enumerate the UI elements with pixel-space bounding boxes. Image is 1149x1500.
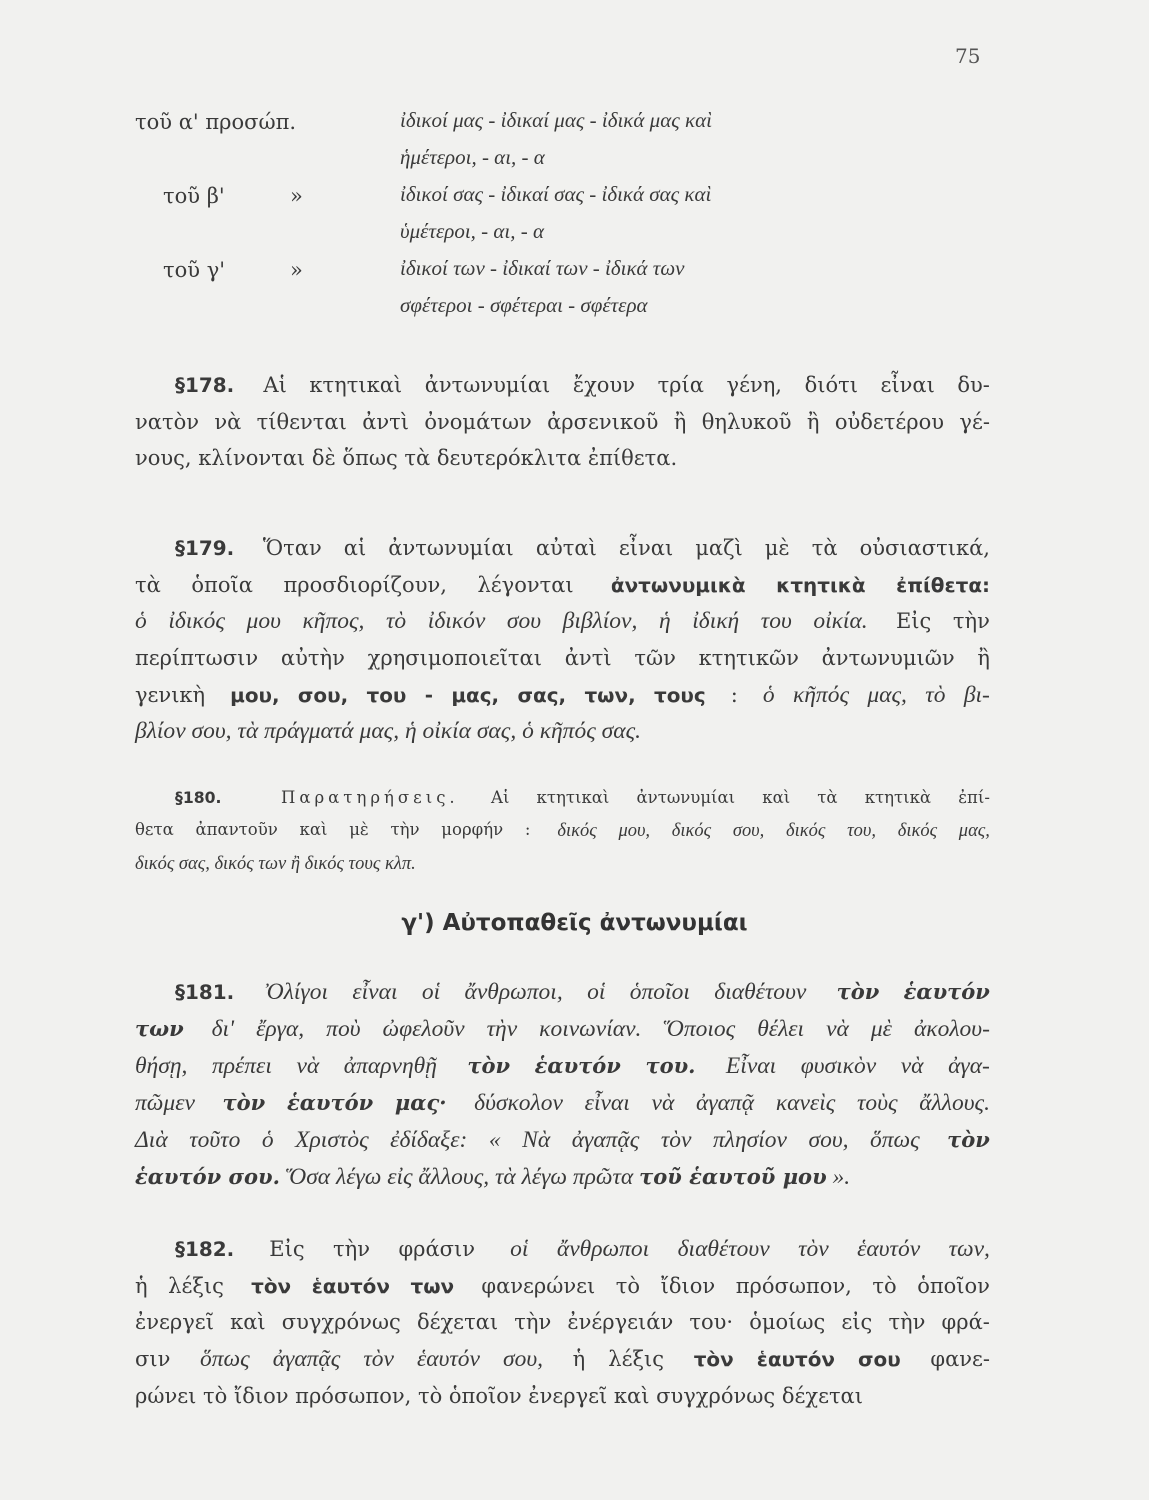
italic-text: ἰδικόν: [427, 608, 486, 634]
italic-text: πῶμεν: [135, 1090, 201, 1116]
text: τὸ: [615, 1274, 641, 1298]
text: τὰ: [135, 573, 161, 597]
text: Εἰς: [262, 1237, 305, 1261]
text: ἀρσενικοῦ: [547, 410, 659, 434]
italic-text: οἱ: [421, 979, 441, 1005]
bold-text: σου,: [297, 683, 349, 707]
text: νους, κλίνονται δὲ ὅπως τὰ δευτερόκλιτα ἐπίθετα.: [135, 446, 678, 470]
bold-text: τοῦ ἑαυτοῦ μου: [639, 1164, 827, 1189]
italic-text: ἀγαπᾷς: [272, 1346, 341, 1372]
italic-text: ἰδική: [692, 608, 740, 634]
text: τρία: [657, 373, 704, 397]
text-line: [135, 603, 990, 639]
bold-text: τὸν: [467, 1053, 511, 1078]
text: διότι: [804, 373, 858, 397]
italic-text: οἱ: [587, 979, 606, 1005]
text-line: [175, 974, 990, 1010]
text: τὸ: [872, 1274, 897, 1298]
text: μορφήν: [441, 820, 504, 839]
italic-text: νὰ: [651, 1090, 675, 1116]
text: ἀντὶ: [362, 410, 410, 434]
table-forms: ἡμέτεροι, - αι, - α: [400, 145, 545, 169]
italic-text: σου,: [732, 820, 765, 840]
italic-text: μου: [246, 608, 281, 634]
text-line: [135, 640, 990, 676]
text: οὐσιαστικά,: [859, 536, 990, 560]
bold-text: μας·: [394, 1090, 447, 1115]
text: φανερώνει: [474, 1274, 596, 1298]
section-heading: γ') Αὐτοπαθεῖς ἀντωνυμίαι: [401, 910, 748, 936]
bold-text: ἀντωνυμικὰ: [610, 573, 746, 597]
italic-text: δικός σας, δικός των ἢ δικός τους κλπ.: [135, 853, 416, 873]
italic-text: τὸ: [386, 608, 407, 634]
italic-text: θήσῃ,: [135, 1053, 188, 1079]
text: κτητικαὶ: [536, 788, 610, 807]
bold-text: τὸν: [836, 979, 880, 1004]
text: τὰ: [811, 536, 838, 560]
italic-text: νὰ: [900, 1053, 924, 1079]
text-line: [175, 1231, 990, 1267]
text-line: [135, 567, 990, 603]
bold-text: §181.: [175, 980, 235, 1004]
text: μὲ: [764, 536, 790, 560]
bold-text: μου,: [230, 683, 280, 707]
italic-text: μου,: [618, 820, 651, 840]
text: εἰς: [841, 1310, 873, 1334]
ditto-mark: »: [290, 184, 303, 208]
italic-text: ἄλλους.: [919, 1090, 990, 1116]
italic-text: νὰ: [296, 1053, 320, 1079]
bold-text: κτητικὰ: [776, 573, 866, 597]
italic-text: δι': [205, 1016, 235, 1042]
text: Αἱ: [256, 373, 287, 397]
italic-text: σου: [506, 608, 542, 634]
page-number: 75: [955, 44, 981, 68]
bold-text: §178.: [175, 373, 235, 397]
text: ἢ: [673, 410, 687, 434]
italic-text: ὁ: [762, 682, 775, 708]
italic-text: του,: [847, 820, 877, 840]
text: τὴν: [390, 820, 420, 839]
text: ἢ: [977, 646, 990, 670]
italic-text: των,: [948, 1236, 990, 1262]
text: ἀντωνυμίαι: [424, 373, 551, 397]
italic-text: Ὅποιος: [663, 1016, 736, 1042]
italic-text: φυσικὸν: [800, 1053, 877, 1079]
italic-text: κῆπός: [792, 682, 850, 708]
italic-text: ἀπαρνηθῇ: [343, 1053, 443, 1079]
text: λέγονται: [477, 573, 581, 597]
text: καὶ: [299, 820, 328, 839]
text: ρώνει τὸ ἴδιον πρόσωπον, τὸ ὁποῖον ἐνεργεῖ καὶ συγχρόνως δέχεται: [135, 1384, 863, 1408]
bold-text: ἑαυτόν σου.: [135, 1164, 280, 1189]
italic-text: ποὺ: [326, 1016, 361, 1042]
bold-text: §182.: [175, 1237, 235, 1261]
italic-text: μας,: [867, 682, 907, 708]
text: αὐτὴν: [280, 646, 345, 670]
italic-text: τὸν: [363, 1346, 394, 1372]
text: δυ-: [957, 373, 990, 397]
text-line: [135, 1304, 990, 1340]
text: λέξις: [608, 1347, 671, 1371]
italic-text: ὁ: [261, 1127, 274, 1153]
bold-text: των,: [584, 683, 636, 707]
italic-text: ὁ: [135, 608, 147, 634]
table-label: τοῦ β': [163, 184, 225, 208]
bold-text: ἑαυτόν: [311, 1274, 390, 1298]
text: τῶν: [634, 646, 676, 670]
text: ὀνομάτων: [424, 410, 532, 434]
text: θηλυκοῦ: [701, 410, 792, 434]
text-line: [135, 713, 990, 749]
text: ἢ: [806, 410, 820, 434]
text-line: [135, 1122, 990, 1158]
italic-text: ὁποῖοι: [629, 979, 690, 1005]
italic-text: θέλει: [757, 1016, 805, 1042]
bold-text: των: [410, 1274, 455, 1298]
text: θετα: [135, 820, 174, 839]
italic-text: βιβλίον,: [562, 608, 638, 634]
table-forms: ἰδικοί των - ἰδικαί των - ἰδικά των: [400, 256, 685, 280]
italic-text: τὸν: [798, 1236, 829, 1262]
text-line: [135, 848, 990, 878]
bold-text: μας,: [451, 683, 500, 707]
text: καὶ: [230, 1310, 266, 1334]
text: ἀντωνυμιῶν: [821, 646, 955, 670]
text: μὲ: [349, 820, 369, 839]
italic-text: ἡ: [658, 608, 671, 634]
italic-text: τὴν: [486, 1016, 518, 1042]
bold-text: §179.: [175, 536, 235, 560]
italic-text: του: [760, 608, 792, 634]
bold-text: ἐπίθετα:: [896, 573, 990, 597]
text-line: [135, 815, 990, 845]
text: δέχεται: [416, 1310, 499, 1334]
table-forms: σφέτεροι - σφέτεραι - σφέτερα: [400, 293, 648, 317]
bold-text: σου: [857, 1347, 901, 1371]
text-line: [175, 530, 990, 566]
text: ἐπί-: [958, 788, 990, 807]
bold-text: ἑαυτόν: [286, 1090, 374, 1115]
italic-text: μὲ: [870, 1016, 892, 1042]
text: :: [724, 683, 745, 707]
italic-text: Χριστὸς: [295, 1127, 369, 1153]
bold-text: τὸν: [947, 1127, 990, 1152]
table-forms: ὑμέτεροι, - αι, - α: [400, 219, 545, 243]
bold-text: ἑαυτόν: [756, 1347, 835, 1371]
text: κτητικαὶ: [309, 373, 403, 397]
italic-text: ὠφελοῦν: [382, 1016, 465, 1042]
italic-text: κανεὶς: [775, 1090, 836, 1116]
text: καὶ: [762, 788, 791, 807]
text: φρά-: [941, 1310, 990, 1334]
italic-text: μας,: [958, 820, 990, 840]
italic-text: Νὰ: [522, 1127, 551, 1153]
text: ἡ: [135, 1274, 148, 1298]
text: τίθενται: [256, 410, 347, 434]
text: τὴν: [952, 609, 990, 633]
bold-text: των: [135, 1016, 184, 1041]
text: νὰ: [214, 410, 242, 434]
text: ἴδιον: [660, 1274, 716, 1298]
text: Αἱ: [485, 788, 510, 807]
text: αἱ: [343, 536, 367, 560]
italic-text: βλίον σου, τὰ πράγματά μας, ἡ οἰκία σας, ὁ κῆπός σας.: [135, 718, 641, 744]
ditto-mark: »: [290, 258, 303, 282]
text-line: [135, 404, 990, 440]
bold-text: §180.: [175, 788, 222, 807]
bold-text: τὸν: [693, 1347, 734, 1371]
italic-text: ὅπως: [200, 1346, 250, 1372]
table-forms: ἰδικοί σας - ἰδικαί σας - ἰδικά σας καὶ: [400, 182, 712, 206]
italic-text: «: [488, 1127, 501, 1153]
bold-text: του.: [645, 1053, 696, 1078]
text-line: [135, 677, 990, 713]
italic-text: ὅπως: [870, 1127, 926, 1153]
text: λέξις: [168, 1274, 231, 1298]
italic-text: πλησίον: [712, 1127, 787, 1153]
italic-text: τὸ: [925, 682, 946, 708]
italic-text: δικός: [557, 820, 597, 840]
italic-text: βι-: [963, 682, 990, 708]
text-line: [135, 1378, 990, 1414]
italic-text: δικός: [786, 820, 826, 840]
text: του·: [689, 1310, 734, 1334]
text: :: [524, 820, 536, 839]
text: τὰ: [817, 788, 838, 807]
bold-text: τὸν: [222, 1090, 266, 1115]
text: εἶναι: [618, 536, 674, 560]
text: φανε-: [923, 1347, 990, 1371]
text: πρόσωπον,: [735, 1274, 852, 1298]
text: προσδιορίζουν,: [283, 573, 447, 597]
italic-text: ἰδικός: [168, 608, 225, 634]
text: ἀπαντοῦν: [195, 820, 278, 839]
text: περίπτωσιν: [135, 646, 259, 670]
italic-text: τοὺς: [857, 1090, 898, 1116]
text-line: [135, 1085, 990, 1121]
italic-text: δικός: [671, 820, 712, 840]
text: Εἰς: [889, 609, 932, 633]
text-line: [135, 440, 990, 476]
italic-text: Ὀλίγοι: [258, 979, 328, 1005]
italic-text: δύσκολον: [468, 1090, 563, 1116]
italic-text: ἑαυτόν: [416, 1346, 480, 1372]
text-line: [175, 783, 990, 813]
text-line: [135, 1011, 990, 1047]
text: εἶναι: [880, 373, 935, 397]
italic-text: ».: [826, 1164, 851, 1190]
text: Παρατηρήσεις.: [280, 788, 459, 807]
text: αὐταὶ: [535, 536, 597, 560]
italic-text: κῆπος,: [302, 608, 365, 634]
text: [249, 783, 254, 813]
text: σιν: [135, 1347, 178, 1371]
italic-text: τοῦτο: [189, 1127, 241, 1153]
bold-text: -: [424, 683, 434, 707]
italic-text: ἔργα,: [256, 1016, 305, 1042]
italic-text: ἄνθρωποι: [556, 1236, 650, 1262]
table-label: τοῦ γ': [163, 258, 226, 282]
text: ἀντωνυμίαι: [636, 788, 736, 807]
text: ἐνεργεῖ: [135, 1310, 214, 1334]
text: φράσιν: [398, 1237, 482, 1261]
italic-text: πρέπει: [211, 1053, 272, 1079]
bold-text: σας,: [517, 683, 567, 707]
text: τὴν: [333, 1237, 371, 1261]
text: μαζὶ: [695, 536, 743, 560]
italic-text: Διὰ: [135, 1127, 168, 1153]
bold-text: του: [366, 683, 407, 707]
italic-text: διαθέτουν: [714, 979, 813, 1005]
text: γέ-: [959, 410, 990, 434]
text: Ὅταν: [256, 536, 322, 560]
text-line: [135, 1048, 990, 1084]
text: συγχρόνως: [281, 1310, 401, 1334]
text: γενικὴ: [135, 683, 212, 707]
text: τὴν: [888, 1310, 926, 1334]
text: ἐνέργειάν: [567, 1310, 674, 1334]
bold-text: τὸν: [251, 1274, 292, 1298]
italic-text: οἰκία.: [813, 608, 868, 634]
italic-text: Ὅσα λέγω εἰς ἄλλους, τὰ λέγω πρῶτα: [279, 1164, 640, 1190]
text: ἀντὶ: [564, 646, 612, 670]
italic-text: σου,: [502, 1346, 543, 1372]
bold-text: ἑαυτόν: [903, 979, 990, 1004]
text: κτητικὰ: [864, 788, 932, 807]
bold-text: ἑαυτόν: [534, 1053, 621, 1078]
italic-text: ἀγαπᾷς: [571, 1127, 640, 1153]
italic-text: οἱ: [510, 1236, 529, 1262]
italic-text: κοινωνίαν.: [539, 1016, 642, 1042]
text: νατὸν: [135, 410, 199, 434]
text: ἀντωνυμίαι: [388, 536, 514, 560]
text: ἡ: [566, 1347, 586, 1371]
text-line: [135, 1268, 990, 1304]
bold-text: τους: [654, 683, 706, 707]
italic-text: εἶναι: [584, 1090, 630, 1116]
text: οὐδετέρου: [834, 410, 945, 434]
italic-text: νὰ: [826, 1016, 849, 1042]
italic-text: ἄνθρωποι,: [464, 979, 563, 1005]
text: χρησιμοποιεῖται: [367, 646, 542, 670]
italic-text: ἐδίδαξε:: [390, 1127, 468, 1153]
italic-text: ἀγαπᾷ: [696, 1090, 755, 1116]
table-forms: ἰδικοί μας - ἰδικαί μας - ἰδικά μας καὶ: [400, 108, 712, 132]
italic-text: ἀγα-: [948, 1053, 990, 1079]
text-line: [175, 367, 990, 403]
italic-text: Εἶναι: [720, 1053, 777, 1079]
text-line: [135, 1159, 990, 1195]
text: ὁποῖον: [917, 1274, 990, 1298]
text-line: [135, 1341, 990, 1377]
italic-text: δικός: [897, 820, 938, 840]
italic-text: τὸν: [660, 1127, 692, 1153]
table-label: τοῦ α' προσώπ.: [135, 110, 297, 134]
italic-text: εἶναι: [352, 979, 398, 1005]
italic-text: ἑαυτόν: [857, 1236, 921, 1262]
text: γένη,: [726, 373, 782, 397]
text: τὴν: [514, 1310, 552, 1334]
text: ὁμοίως: [749, 1310, 826, 1334]
italic-text: ἀκολου-: [913, 1016, 990, 1042]
text: ὁποῖα: [191, 573, 253, 597]
text: κτητικῶν: [698, 646, 799, 670]
italic-text: διαθέτουν: [677, 1236, 770, 1262]
text: ἔχουν: [572, 373, 635, 397]
italic-text: σου,: [808, 1127, 849, 1153]
